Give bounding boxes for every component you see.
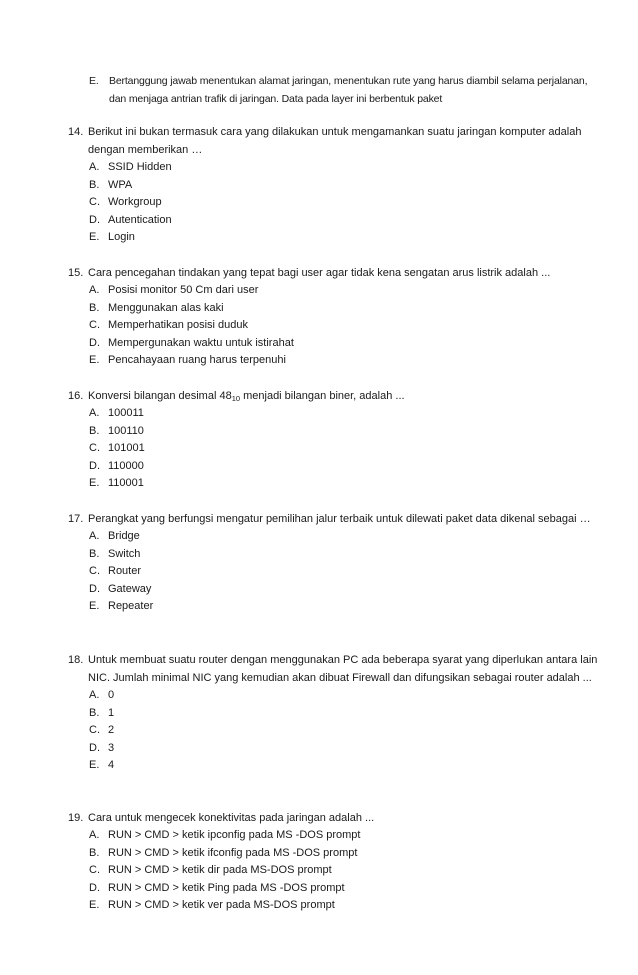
option-list <box>68 405 598 493</box>
option-item <box>68 423 598 441</box>
option-letter: E. <box>89 759 100 772</box>
question-number: 17. <box>68 513 84 525</box>
option-text: Switch <box>108 547 141 560</box>
question-stem <box>68 651 598 687</box>
option-item <box>68 845 598 863</box>
option-letter: C. <box>89 565 100 578</box>
question-19 <box>68 809 598 915</box>
option-item <box>68 546 598 564</box>
option-text: Gateway <box>108 582 152 595</box>
option-letter: D. <box>89 213 100 226</box>
option-list <box>68 827 598 915</box>
option-item <box>68 159 598 177</box>
question-text: Perangkat yang berfungsi mengatur pemilihan jalur terbaik untuk dilewati paket data dikenal sebagai … <box>88 513 591 525</box>
question-text-after: menjadi bilangan biner, adalah ... <box>240 390 405 402</box>
option-item <box>68 335 598 353</box>
option-text: Bridge <box>108 530 140 542</box>
option-text: Memperhatikan posisi duduk <box>108 319 249 332</box>
question-16 <box>68 387 598 493</box>
option-item <box>68 581 598 599</box>
option-text: 3 <box>108 741 115 754</box>
option-letter: C. <box>89 724 100 737</box>
option-item <box>68 827 598 845</box>
option-text: WPA <box>108 178 133 191</box>
option-text: Bertanggung jawab menentukan alamat jaringan, menentukan rute yang harus diambil selama perjalanan, dan menjaga antrian trafik di jaringan. Data pada layer ini berbentuk paket <box>109 75 588 105</box>
option-letter: A. <box>89 407 100 419</box>
option-list <box>68 282 598 370</box>
option-item <box>68 475 598 493</box>
question-stem <box>68 387 598 405</box>
option-item <box>68 528 598 546</box>
option-text: Workgroup <box>108 196 162 209</box>
question-text-before: Konversi bilangan desimal 48 <box>88 390 232 402</box>
option-item <box>68 705 598 723</box>
option-text: 110001 <box>108 477 144 490</box>
option-item <box>68 440 598 458</box>
option-text: 0 <box>108 689 115 701</box>
question-stem <box>68 264 598 282</box>
previous-question-option-e <box>89 72 589 108</box>
question-text: Cara pencegahan tindakan yang tepat bagi user agar tidak kena sengatan arus listrik adalah ... <box>88 267 551 279</box>
option-text: Repeater <box>108 600 154 613</box>
question-17 <box>68 510 598 616</box>
option-item <box>68 300 598 318</box>
question-15 <box>68 264 598 370</box>
option-text: RUN > CMD > ketik Ping pada MS -DOS prompt <box>108 881 345 894</box>
option-list <box>68 528 598 616</box>
option-text: 1 <box>108 706 115 719</box>
option-letter: C. <box>89 864 100 877</box>
option-text: 101001 <box>108 442 145 455</box>
subscript-base: 10 <box>231 394 241 403</box>
option-item <box>68 458 598 476</box>
option-item <box>68 757 598 775</box>
option-item <box>68 282 598 300</box>
question-number: 18. <box>68 654 84 666</box>
option-letter: D. <box>89 336 100 349</box>
option-letter: C. <box>89 196 100 209</box>
option-letter: D. <box>89 459 100 472</box>
option-list <box>68 687 598 775</box>
option-letter: C. <box>89 442 100 455</box>
option-text: 100011 <box>108 407 144 419</box>
option-letter: A. <box>89 530 100 542</box>
option-letter: E. <box>89 600 100 613</box>
option-letter: C. <box>89 319 100 332</box>
option-item <box>68 722 598 740</box>
option-text: SSID Hidden <box>108 161 172 173</box>
option-letter: B. <box>89 547 100 560</box>
option-letter: E. <box>89 477 100 490</box>
option-text: 110000 <box>108 459 144 472</box>
option-text: Menggunakan alas kaki <box>108 301 224 314</box>
question-number: 14. <box>68 126 84 138</box>
question-number: 16. <box>68 390 84 402</box>
question-18 <box>68 651 598 775</box>
option-item <box>68 598 598 616</box>
option-text: Mempergunakan waktu untuk istirahat <box>108 336 294 349</box>
option-letter: B. <box>89 424 100 437</box>
option-letter: A. <box>89 161 100 173</box>
option-item <box>68 317 598 335</box>
option-letter: A. <box>89 829 100 841</box>
option-list <box>68 159 598 247</box>
option-letter: E. <box>89 354 100 367</box>
option-letter: B. <box>89 301 100 314</box>
option-letter: B. <box>89 706 100 719</box>
option-item <box>68 177 598 195</box>
option-letter: D. <box>89 741 100 754</box>
option-letter: B. <box>89 846 100 859</box>
option-text: 100110 <box>108 424 144 437</box>
question-text: Untuk membuat suatu router dengan menggunakan PC ada beberapa syarat yang diperlukan antara lain NIC. Jumlah minimal NIC yang kemudian akan dibuat Firewall dan difungsikan sebagai router adalah ... <box>88 654 598 684</box>
option-text: RUN > CMD > ketik dir pada MS-DOS prompt <box>108 864 332 877</box>
option-text: 4 <box>108 759 115 772</box>
option-text: RUN > CMD > ketik ipconfig pada MS -DOS prompt <box>108 829 361 841</box>
option-letter: A. <box>89 284 100 296</box>
option-text: Pencahayaan ruang harus terpenuhi <box>108 354 286 367</box>
option-item <box>68 740 598 758</box>
option-text: Posisi monitor 50 Cm dari user <box>108 284 259 296</box>
option-letter: A. <box>89 689 100 701</box>
question-14 <box>68 123 598 247</box>
option-item <box>68 405 598 423</box>
option-text: Router <box>108 565 142 578</box>
option-text: RUN > CMD > ketik ver pada MS-DOS prompt <box>108 899 335 912</box>
option-letter: E. <box>89 899 100 912</box>
option-item <box>68 687 598 705</box>
option-letter: D. <box>89 881 100 894</box>
option-letter: E. <box>89 231 100 244</box>
question-stem <box>68 510 598 528</box>
question-stem <box>68 809 598 827</box>
question-text: Berikut ini bukan termasuk cara yang dilakukan untuk mengamankan suatu jaringan komputer adalah dengan memberikan … <box>88 126 582 156</box>
option-item <box>68 212 598 230</box>
option-item <box>68 229 598 247</box>
question-stem <box>68 123 598 159</box>
option-item <box>68 194 598 212</box>
option-letter: D. <box>89 582 100 595</box>
option-item <box>68 897 598 915</box>
option-item <box>68 862 598 880</box>
option-text: Login <box>108 231 135 244</box>
question-number: 19. <box>68 812 84 824</box>
option-item <box>68 563 598 581</box>
option-item <box>68 880 598 898</box>
option-letter: E. <box>89 75 99 87</box>
option-letter: B. <box>89 178 100 191</box>
option-item <box>68 352 598 370</box>
option-text: Autentication <box>108 213 172 226</box>
question-text: Cara untuk mengecek konektivitas pada jaringan adalah ... <box>88 812 375 824</box>
question-number: 15. <box>68 267 84 279</box>
option-text: RUN > CMD > ketik ifconfig pada MS -DOS prompt <box>108 846 358 859</box>
option-text: 2 <box>108 724 115 737</box>
